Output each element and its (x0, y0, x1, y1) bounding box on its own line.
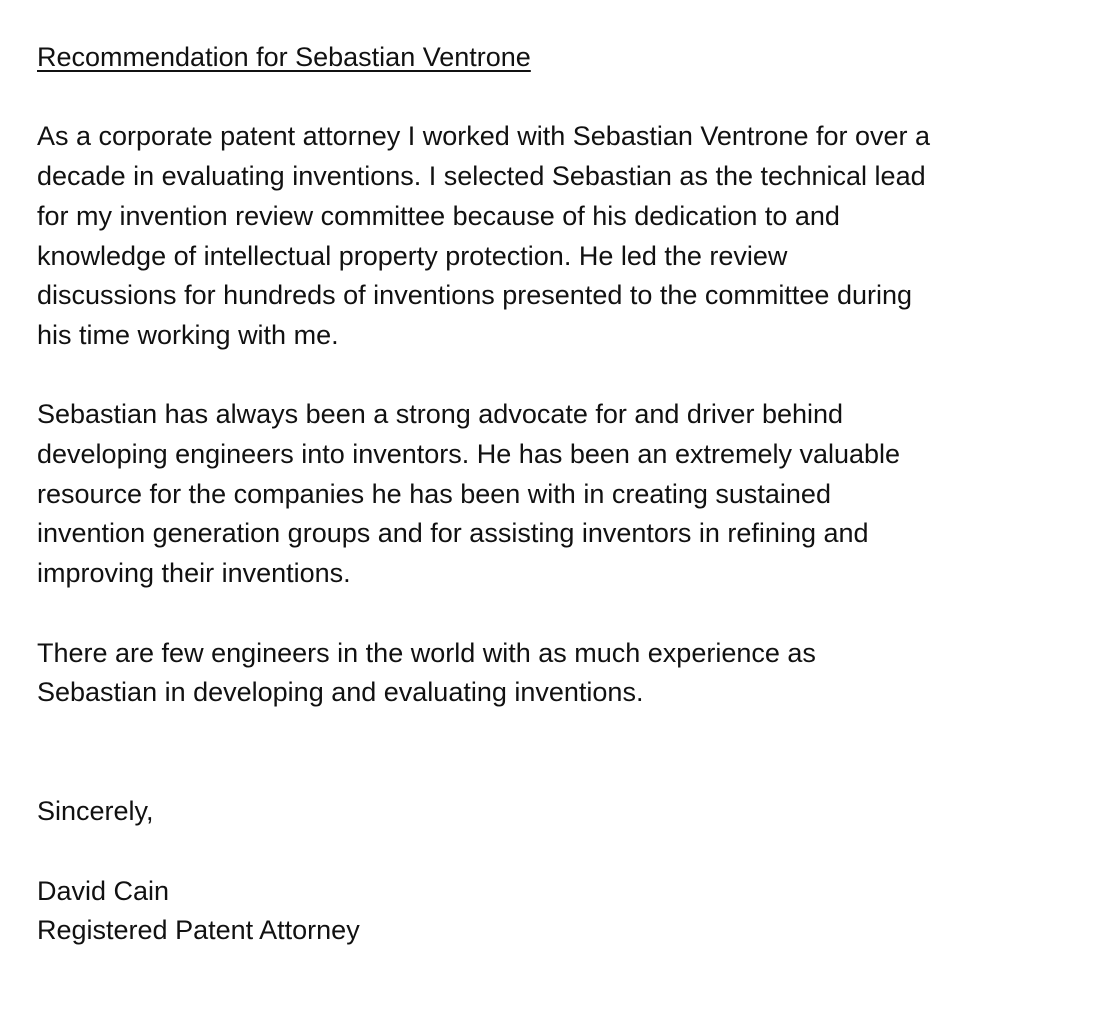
paragraph-line: for my invention review committee because of his dedication to and (37, 200, 840, 231)
paragraph-line: resource for the companies he has been with in creating sustained (37, 478, 831, 509)
paragraph-line: knowledge of intellectual property protection. He led the review (37, 240, 788, 271)
paragraph-1 (37, 117, 1097, 355)
paragraph-line: invention generation groups and for assisting inventors in refining and (37, 518, 869, 549)
signature-name: David Cain (37, 875, 170, 906)
signature-block (37, 872, 1097, 951)
paragraph-line: his time working with me. (37, 319, 339, 350)
paragraph-line: discussions for hundreds of inventions presented to the committee during (37, 280, 912, 311)
closing: Sincerely, (37, 796, 154, 827)
paragraph-line: As a corporate patent attorney I worked with Sebastian Ventrone for over a (37, 121, 931, 152)
paragraph-line: There are few engineers in the world with as much experience as (37, 637, 816, 668)
paragraph-line: Sebastian in developing and evaluating inventions. (37, 677, 644, 708)
signature-role: Registered Patent Attorney (37, 915, 360, 946)
letter-title: Recommendation for Sebastian Ventrone (37, 42, 531, 72)
paragraph-line: Sebastian has always been a strong advocate for and driver behind (37, 399, 844, 430)
paragraph-3 (37, 634, 1097, 713)
paragraph-line: improving their inventions. (37, 558, 351, 589)
paragraph-line: developing engineers into inventors. He has been an extremely valuable (37, 439, 901, 469)
paragraph-2 (37, 395, 1097, 594)
paragraph-line: decade in evaluating inventions. I selected Sebastian as the technical lead (37, 161, 926, 192)
letter (37, 38, 1097, 951)
